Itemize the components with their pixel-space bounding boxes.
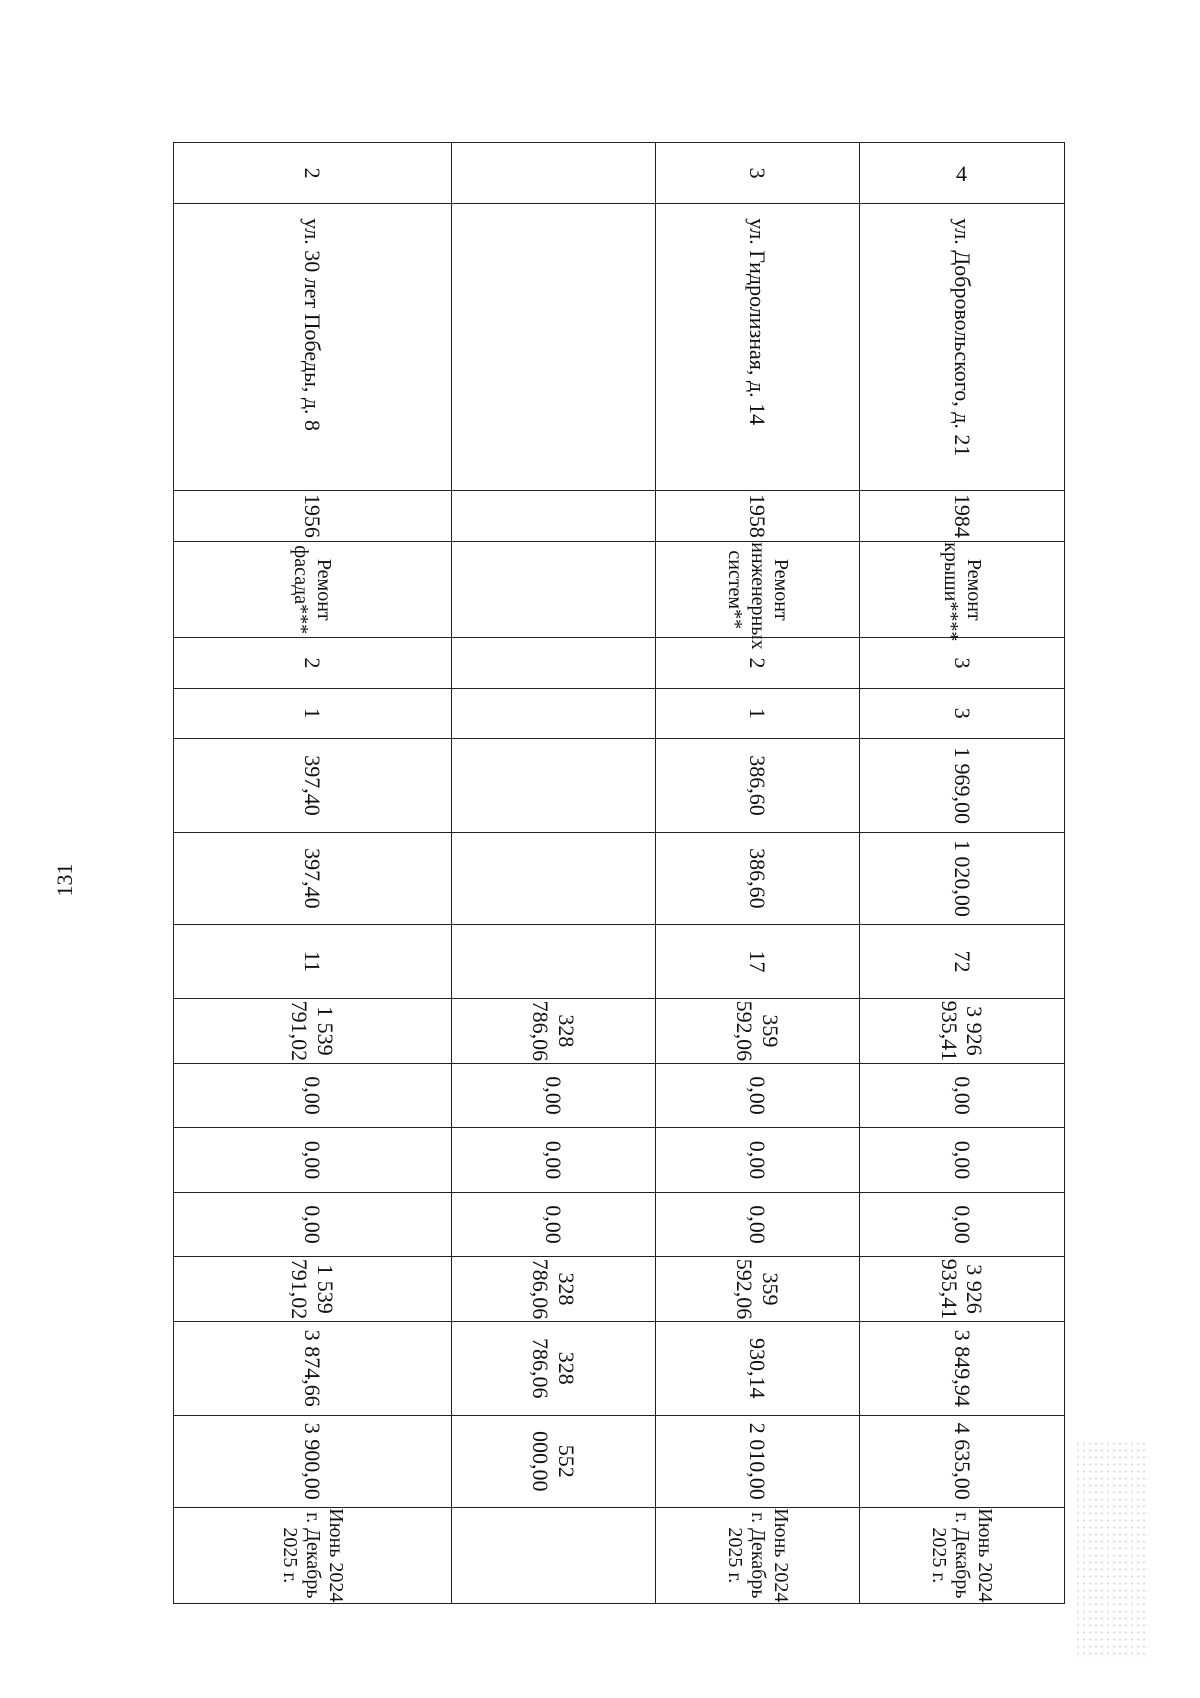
address: ул. Гидролизная, д. 14 (656, 204, 860, 491)
cell: 1 (656, 688, 860, 738)
cell (452, 832, 656, 924)
cell: 1 020,00 (860, 832, 1065, 924)
cell (452, 688, 656, 738)
cell: 0,00 (656, 1128, 860, 1193)
cell: 0,00 (656, 1063, 860, 1128)
cell: 4 635,00 (860, 1415, 1065, 1507)
cell: 328 786,06 (452, 999, 656, 1064)
period: Июнь 2024 г. Декабрь 2025 г. (174, 1507, 452, 1603)
cell: 397,40 (174, 738, 452, 832)
row-number: 3 (656, 143, 860, 204)
cell: 2 (656, 638, 860, 688)
table-row (656, 143, 860, 1604)
cell: 3 (860, 638, 1065, 688)
cell: 0,00 (860, 1128, 1065, 1193)
cell (452, 924, 656, 998)
page-number: 131 (52, 863, 77, 897)
table-row (174, 143, 452, 1604)
work-type: Ремонт инженерных систем** (656, 542, 860, 638)
cell: 397,40 (174, 832, 452, 924)
row-number (452, 143, 656, 204)
work-type (452, 542, 656, 638)
period: Июнь 2024 г. Декабрь 2025 г. (656, 1507, 860, 1603)
work-type: Ремонт крыши**** (860, 542, 1065, 638)
cell: 2 (174, 638, 452, 688)
cell: 1 (174, 688, 452, 738)
cell: 72 (860, 924, 1065, 998)
cell: 0,00 (174, 1192, 452, 1257)
table-row (860, 143, 1065, 1604)
address: ул. 30 лет Победы, д. 8 (174, 204, 452, 491)
cell: 0,00 (860, 1063, 1065, 1128)
address: ул. Добровольского, д. 21 (860, 204, 1065, 491)
table-row (452, 143, 656, 1604)
cell: 11 (174, 924, 452, 998)
cell: 386,60 (656, 832, 860, 924)
cell: 0,00 (452, 1192, 656, 1257)
cell: 3 (860, 688, 1065, 738)
cell: 359 592,06 (656, 999, 860, 1064)
year: 1956 (174, 490, 452, 541)
address (452, 204, 656, 491)
cell: 0,00 (174, 1128, 452, 1193)
cell (452, 638, 656, 688)
cell: 1 969,00 (860, 738, 1065, 832)
cell: 0,00 (452, 1128, 656, 1193)
cell: 552 000,00 (452, 1415, 656, 1507)
period: Июнь 2024 г. Декабрь 2025 г. (860, 1507, 1065, 1603)
row-number: 2 (174, 143, 452, 204)
cell: 3 874,66 (174, 1321, 452, 1415)
cell: 0,00 (860, 1192, 1065, 1257)
year: 1958 (656, 490, 860, 541)
cell: 386,60 (656, 738, 860, 832)
work-type: Ремонт фасада*** (174, 542, 452, 638)
cell: 0,00 (174, 1063, 452, 1128)
cell: 3 926 935,41 (860, 999, 1065, 1064)
cell: 0,00 (656, 1192, 860, 1257)
cell: 3 900,00 (174, 1415, 452, 1507)
cell: 3 926 935,41 (860, 1257, 1065, 1322)
cell: 3 849,94 (860, 1321, 1065, 1415)
year (452, 490, 656, 541)
row-number: 4 (931, 71, 992, 276)
cell: 328 786,06 (452, 1321, 656, 1415)
cell: 930,14 (656, 1321, 860, 1415)
cell: 328 786,06 (452, 1257, 656, 1322)
cell: 1 539 791,02 (174, 1257, 452, 1322)
repair-program-table (173, 142, 1065, 1604)
cell: 1 539 791,02 (174, 999, 452, 1064)
scan-noise (1075, 1440, 1145, 1660)
cell: 2 010,00 (656, 1415, 860, 1507)
year: 1984 (860, 490, 1065, 541)
repair-table-container (174, 142, 1065, 1604)
cell: 0,00 (452, 1063, 656, 1128)
period (452, 1507, 656, 1603)
cell: 359 592,06 (656, 1257, 860, 1322)
cell (452, 738, 656, 832)
cell: 17 (656, 924, 860, 998)
